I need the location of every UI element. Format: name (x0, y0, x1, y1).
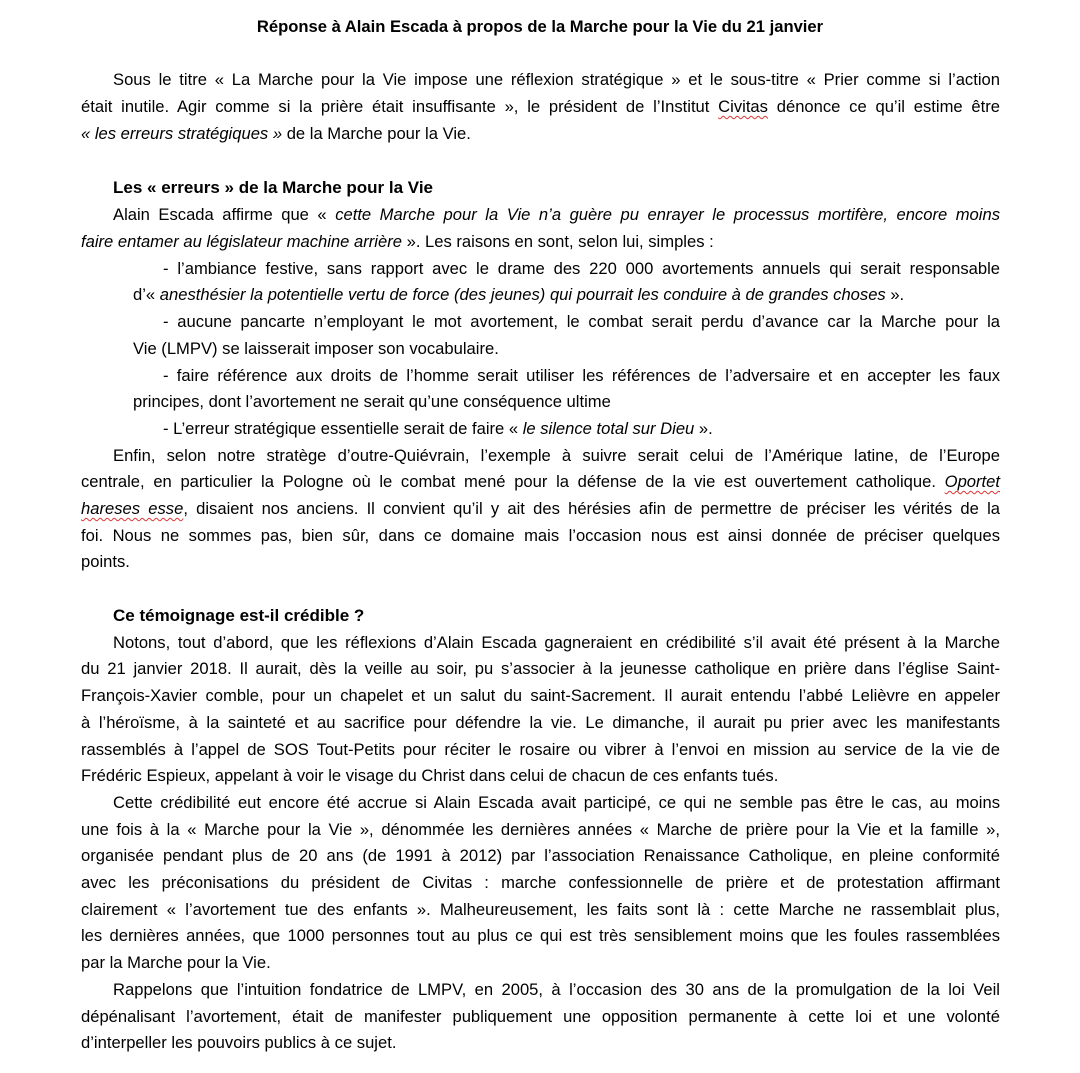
paragraph-line: rassemblés à l’appel de SOS Tout-Petits pour réciter le rosaire ou vibrer à l’envoi en mission au service de la vie de (81, 740, 1000, 759)
paragraph-line: foi. Nous ne sommes pas, bien sûr, dans ce domaine mais l’occasion nous est ainsi donnée de préciser quelques (81, 526, 1000, 545)
paragraph-line: clairement « l’avortement tue des enfants ». Malheureusement, les faits sont là : cette Marche ne rassemblait plus, (81, 900, 1000, 919)
bullet-item-3: - faire référence aux droits de l’homme serait utiliser les références de l’adversaire et en accepter les faux (163, 366, 1000, 385)
paragraph-line: une fois à la « Marche pour la Vie », dénommée les dernières années « Marche de prière pour la Vie et la famille », (81, 820, 1000, 839)
paragraph-line: les dernières années, que 1000 personnes tout au plus ce qui est très sensiblement moins que les foules rassemblées (81, 926, 1000, 945)
paragraph-line: Frédéric Espieux, appelant à voir le visage du Christ dans celui de chacun de ces enfants tués. (81, 766, 779, 785)
intro-line-2: était inutile. Agir comme si la prière était insuffisante », le président de l’Institut Civitas dénonce ce qu’il estime être (81, 97, 1000, 116)
bullet-item-1: - l’ambiance festive, sans rapport avec le drame des 220 000 avortements annuels qui serait responsable (163, 259, 1000, 278)
paragraph-line: par la Marche pour la Vie. (81, 953, 271, 972)
spellcheck-word: Oportet (944, 472, 1000, 491)
section-heading-credibility: Ce témoignage est-il crédible ? (113, 606, 365, 625)
bullet-item-4: - L’erreur stratégique essentielle serait de faire « le silence total sur Dieu ». (163, 419, 713, 438)
paragraph-line: hareses esse, disaient nos anciens. Il convient qu’il y ait des hérésies afin de permettre de préciser les vérités de la (81, 499, 1000, 518)
bullet-item-2-cont: Vie (LMPV) se laisserait imposer son vocabulaire. (133, 339, 499, 358)
bullet-item-2: - aucune pancarte n’employant le mot avortement, le combat serait perdu d’avance car la Marche pour la (163, 312, 1000, 331)
paragraph-line: centrale, en particulier la Pologne où le combat mené pour la défense de la vie est ouvertement catholique. Oportet (81, 472, 1000, 491)
paragraph-line: points. (81, 552, 130, 571)
paragraph-line: à l’héroïsme, à la sainteté et au sacrifice pour défendre la vie. Le dimanche, il aurait pu prier avec les manifestants (81, 713, 1000, 732)
spellcheck-word: Civitas (718, 97, 768, 116)
paragraph-line: Notons, tout d’abord, que les réflexions d’Alain Escada gagneraient en crédibilité s’il avait été présent à la Marche (113, 633, 1000, 652)
paragraph-line: Rappelons que l’intuition fondatrice de LMPV, en 2005, à l’occasion des 30 ans de la promulgation de la loi Veil (113, 980, 1000, 999)
section-heading-errors: Les « erreurs » de la Marche pour la Vie (113, 178, 434, 197)
paragraph-line: du 21 janvier 2018. Il aurait, dès la veille au soir, pu s’associer à la jeunesse catholique en prière dans l’église Saint- (81, 659, 1000, 678)
paragraph-line: d’interpeller les pouvoirs publics à ce sujet. (81, 1033, 397, 1052)
paragraph-line: faire entamer au législateur machine arrière ». Les raisons en sont, selon lui, simples : (81, 232, 714, 251)
document-title: Réponse à Alain Escada à propos de la Marche pour la Vie du 21 janvier (256, 17, 824, 36)
intro-line-3: « les erreurs stratégiques » de la Marche pour la Vie. (81, 124, 471, 143)
paragraph-line: Alain Escada affirme que « cette Marche pour la Vie n’a guère pu enrayer le processus mortifère, encore moins (113, 205, 1000, 224)
paragraph-line: dépénalisant l’avortement, était de manifester publiquement une opposition permanente à cette loi et une volonté (81, 1007, 1000, 1026)
paragraph-line: organisée pendant plus de 20 ans (de 1991 à 2012) par l’association Renaissance Catholique, en pleine conformité (81, 846, 1000, 865)
paragraph-line: François-Xavier comble, pour un chapelet et un salut du saint-Sacrement. Il aurait entendu l’abbé Lelièvre en appeler (81, 686, 1000, 705)
spellcheck-word: hareses esse (81, 499, 184, 518)
paragraph-line: Enfin, selon notre stratège d’outre-Quiévrain, l’exemple à suivre serait celui de l’Amérique latine, de l’Europe (113, 446, 1000, 465)
paragraph-line: Cette crédibilité eut encore été accrue si Alain Escada avait participé, ce qui ne semble pas être le cas, au moins (113, 793, 1000, 812)
intro-line-1: Sous le titre « La Marche pour la Vie impose une réflexion stratégique » et le sous-titre « Prier comme si l’action (113, 70, 1000, 89)
bullet-item-1-cont: d’« anesthésier la potentielle vertu de force (des jeunes) qui pourrait les conduire à de grandes choses ». (133, 285, 905, 304)
bullet-item-3-cont: principes, dont l’avortement ne serait qu’une conséquence ultime (133, 392, 611, 411)
paragraph-line: avec les préconisations du président de Civitas : marche confessionnelle de prière et de protestation affirmant (81, 873, 1000, 892)
